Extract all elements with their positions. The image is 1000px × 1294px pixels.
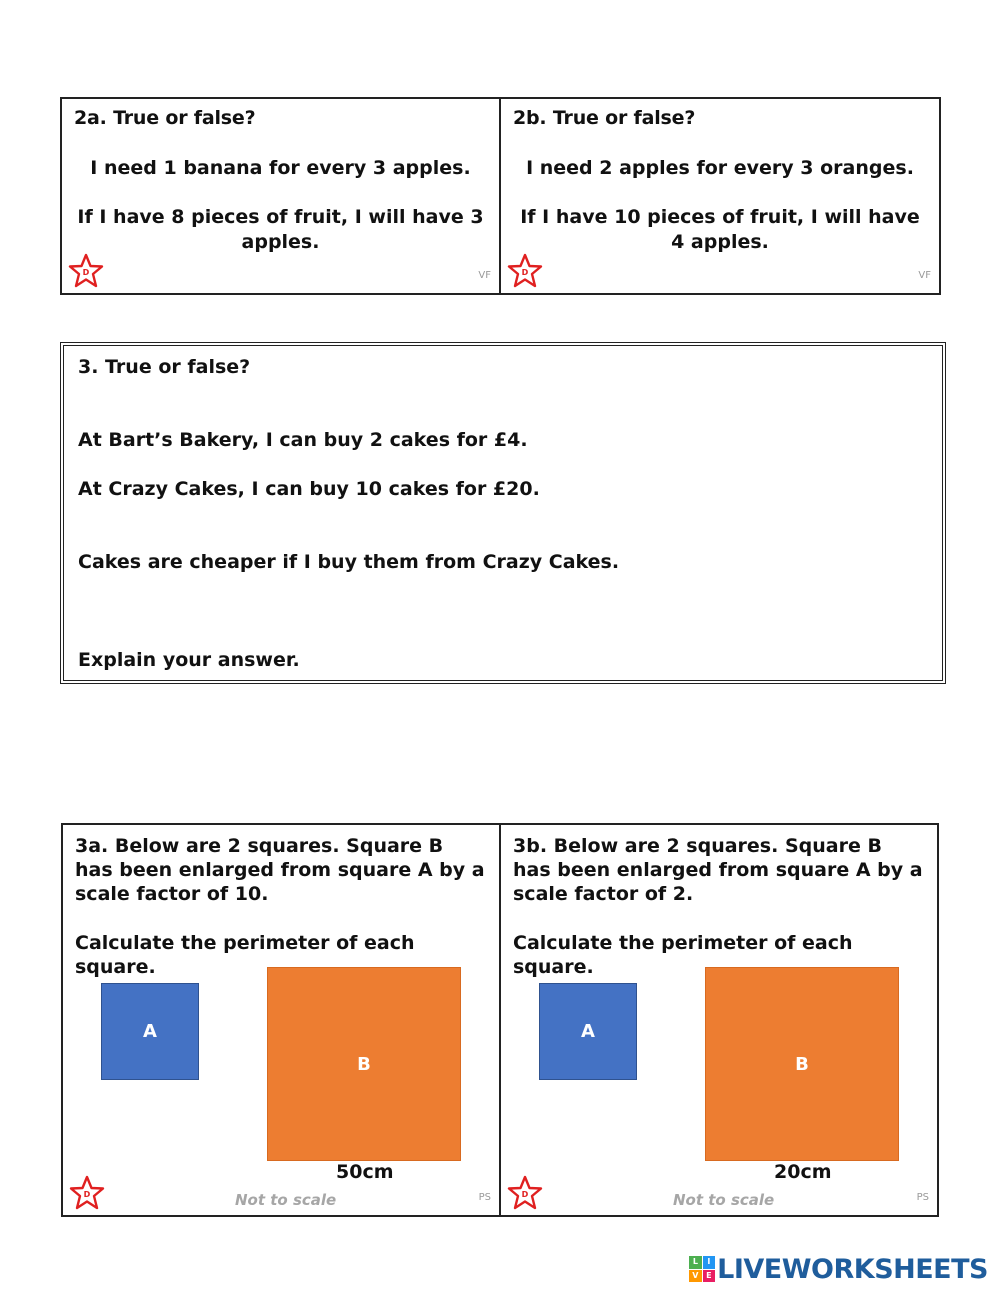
square-b: B: [705, 967, 899, 1161]
liveworksheets-logo: [689, 1252, 988, 1286]
statement-claim: If I have 10 pieces of fruit, I will have 4 apples.: [520, 206, 920, 253]
logo-text: LIVEWORKSHEETS: [717, 1253, 988, 1285]
question-title: 2b. True or false?: [513, 107, 696, 129]
crazy-cakes-offer: At Crazy Cakes, I can buy 10 cakes for £20.: [78, 478, 540, 500]
square-a: A: [539, 983, 637, 1080]
star-icon: [507, 253, 543, 289]
star-icon: [68, 253, 104, 289]
logo-badge-letter: L: [689, 1256, 702, 1269]
star-badge-label: D: [83, 1190, 91, 1199]
skill-code: PS: [478, 1192, 491, 1203]
logo-badge-letter: V: [689, 1270, 702, 1283]
card-2a: [60, 97, 501, 295]
skill-code: PS: [916, 1192, 929, 1203]
card-3b: [499, 823, 939, 1217]
question-text: 3b. Below are 2 squares. Square B has been enlarged from square A by a scale factor of 2.: [513, 835, 923, 905]
side-length-label: 20cm: [774, 1161, 832, 1183]
star-badge-label: D: [521, 268, 529, 277]
not-to-scale-note: Not to scale: [673, 1191, 775, 1209]
claim-statement: Cakes are cheaper if I buy them from Crazy Cakes.: [78, 551, 620, 573]
statement-claim: If I have 8 pieces of fruit, I will have 3 apples.: [77, 206, 484, 253]
star-badge-label: D: [82, 268, 90, 277]
bakery-offer: At Bart’s Bakery, I can buy 2 cakes for £4.: [78, 429, 528, 451]
logo-badge-letter: I: [703, 1256, 716, 1269]
star-icon: [507, 1175, 543, 1211]
square-b: B: [267, 967, 461, 1161]
logo-badge-icon: [689, 1256, 715, 1282]
side-length-label: 50cm: [336, 1161, 394, 1183]
star-badge-label: D: [521, 1190, 529, 1199]
explain-prompt: Explain your answer.: [78, 649, 300, 671]
not-to-scale-note: Not to scale: [235, 1191, 337, 1209]
statement-ratio: I need 1 banana for every 3 apples.: [90, 157, 471, 179]
question-title: 2a. True or false?: [74, 107, 256, 129]
instruction: Calculate the perimeter of each square.: [513, 932, 853, 978]
skill-code: VF: [918, 270, 931, 281]
question-text: 3a. Below are 2 squares. Square B has been enlarged from square A by a scale factor of 10.: [75, 835, 485, 905]
instruction: Calculate the perimeter of each square.: [75, 932, 415, 978]
card-3a: [61, 823, 501, 1217]
question-title: 3. True or false?: [78, 356, 251, 378]
card-3: [60, 342, 946, 684]
logo-badge-letter: E: [703, 1270, 716, 1283]
skill-code: VF: [478, 270, 491, 281]
card-2b: [499, 97, 941, 295]
statement-ratio: I need 2 apples for every 3 oranges.: [526, 157, 914, 179]
square-a: A: [101, 983, 199, 1080]
star-icon: [69, 1175, 105, 1211]
